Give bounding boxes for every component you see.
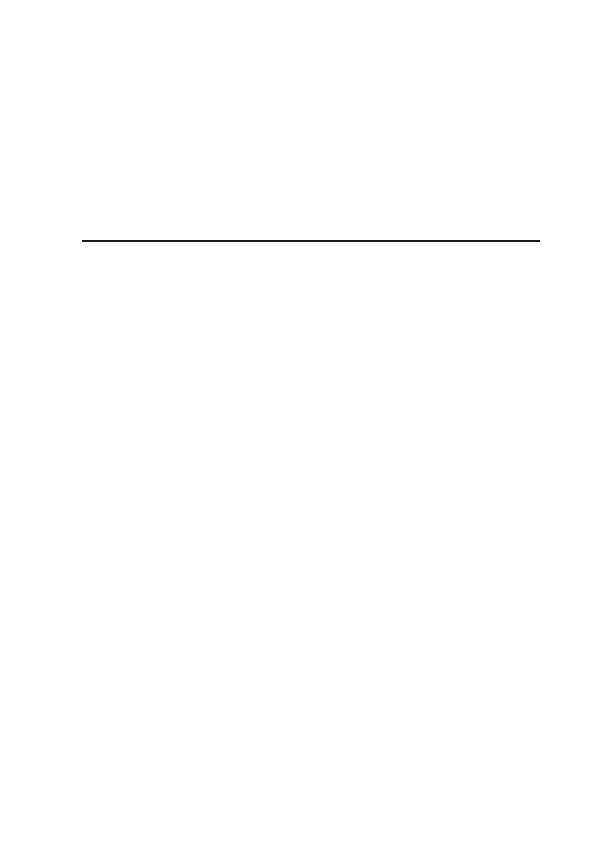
clause xyxy=(95,517,127,529)
clause xyxy=(95,449,127,461)
clause xyxy=(95,432,127,444)
clause xyxy=(95,302,127,314)
clause xyxy=(95,336,127,348)
clause xyxy=(95,645,127,657)
clause xyxy=(95,500,127,512)
clause xyxy=(95,611,127,623)
clause xyxy=(95,398,127,410)
clause xyxy=(95,483,127,495)
clause xyxy=(95,285,127,297)
clause xyxy=(95,696,127,708)
clause xyxy=(95,466,127,478)
section-heading xyxy=(86,263,108,275)
clause xyxy=(95,415,127,427)
clause xyxy=(95,381,127,393)
top-divider xyxy=(82,240,540,242)
clause xyxy=(95,561,127,573)
section-heading-3 xyxy=(86,540,108,552)
section-heading xyxy=(86,358,108,370)
